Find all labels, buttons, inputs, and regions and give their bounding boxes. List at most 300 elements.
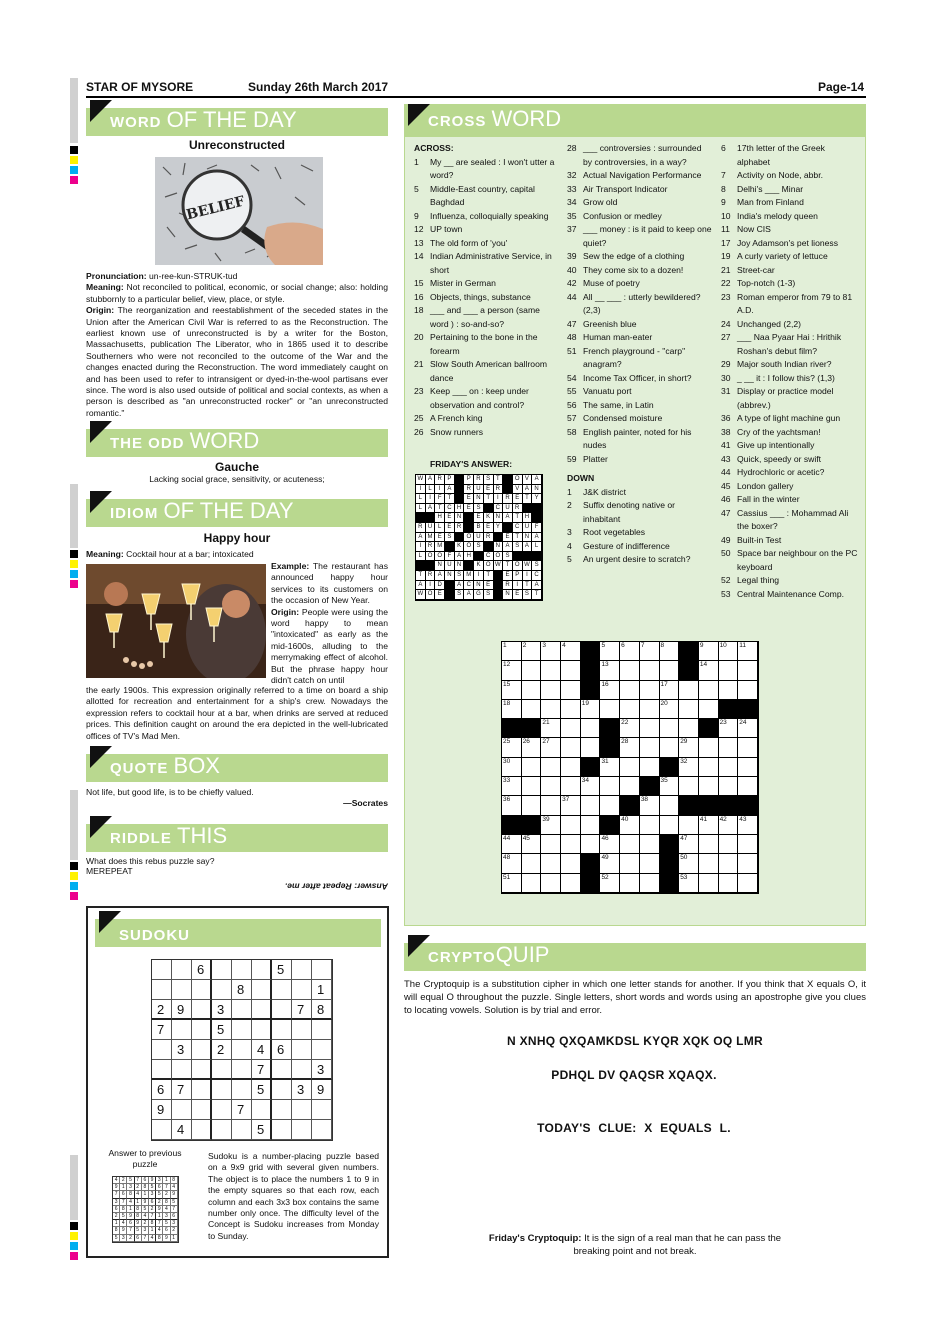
crossword-cell[interactable] — [561, 874, 581, 893]
crossword-cell[interactable] — [600, 681, 620, 700]
crossword-cell[interactable] — [679, 816, 699, 835]
clue-item — [721, 507, 859, 534]
crossword-cell[interactable] — [541, 661, 561, 680]
crossword-cell[interactable] — [561, 854, 581, 873]
crossword-cell[interactable] — [699, 816, 719, 835]
cell-number: 25 — [503, 738, 511, 746]
clue-text: Hydrochloric or acetic? — [737, 467, 825, 477]
crossword-cell[interactable] — [600, 642, 620, 661]
clue-number: 10 — [721, 210, 731, 221]
crossword-cell[interactable] — [719, 719, 739, 738]
answer-letter: R — [503, 581, 513, 591]
answer-letter: E — [513, 494, 523, 504]
crossword-cell[interactable] — [561, 816, 581, 835]
crossword-cell[interactable] — [699, 854, 719, 873]
crossword-cell[interactable] — [541, 700, 561, 719]
odd-word-banner — [86, 429, 388, 457]
crossword-cell[interactable] — [620, 700, 640, 719]
crossword-cell[interactable] — [581, 796, 601, 815]
crossword-cell[interactable] — [719, 681, 739, 700]
crossword-cell[interactable] — [738, 758, 758, 777]
clue-item — [721, 331, 859, 358]
sudoku-cell[interactable] — [252, 960, 272, 980]
crossword-cell[interactable] — [522, 874, 542, 893]
sudoku-answer-cell: 7 — [127, 1227, 134, 1234]
crossword-cell[interactable] — [620, 681, 640, 700]
crossword-cell[interactable] — [561, 835, 581, 854]
crossword-cell[interactable] — [561, 719, 581, 738]
crossword-cell[interactable] — [699, 777, 719, 796]
answer-letter: O — [464, 533, 474, 543]
crossword-cell[interactable] — [719, 854, 739, 873]
sudoku-cell[interactable] — [232, 1120, 252, 1140]
sudoku-cell[interactable] — [232, 1020, 252, 1040]
clue-number: 48 — [567, 332, 577, 342]
clue-number: 35 — [567, 210, 577, 221]
black-square — [600, 719, 620, 738]
crossword-cell[interactable] — [502, 738, 522, 757]
crossword-cell[interactable] — [561, 796, 581, 815]
crossword-cell[interactable] — [541, 874, 561, 893]
crossword-cell[interactable] — [719, 758, 739, 777]
crossword-cell[interactable] — [541, 777, 561, 796]
crossword-cell[interactable] — [522, 738, 542, 757]
sudoku-cell[interactable] — [252, 1100, 272, 1120]
crossword-cell[interactable] — [541, 854, 561, 873]
sudoku-cell[interactable] — [292, 1040, 312, 1060]
crossword-cell[interactable] — [561, 681, 581, 700]
crossword-cell[interactable] — [620, 738, 640, 757]
sudoku-cell[interactable] — [232, 1000, 252, 1020]
clue-item — [721, 291, 859, 318]
sudoku-cell[interactable] — [212, 1080, 232, 1100]
sudoku-cell[interactable] — [192, 1100, 212, 1120]
banner-title: WORD — [189, 428, 260, 453]
clue-text: Objects, things, substance — [430, 291, 531, 302]
clue-number: 9 — [721, 197, 726, 207]
crossword-cell[interactable] — [660, 777, 680, 796]
black-square — [523, 552, 533, 562]
clue-number: 22 — [721, 278, 731, 288]
answer-letter: E — [484, 485, 494, 495]
sudoku-cell[interactable] — [292, 1060, 312, 1080]
black-square — [445, 590, 455, 600]
sudoku-cell[interactable] — [272, 1100, 292, 1120]
crossword-cell[interactable] — [620, 642, 640, 661]
sudoku-cell[interactable] — [272, 980, 292, 1000]
crossword-cell[interactable] — [660, 681, 680, 700]
idiom-banner — [86, 499, 388, 527]
crossword-cell[interactable] — [719, 816, 739, 835]
crossword-cell[interactable] — [699, 874, 719, 893]
crossword-cell[interactable] — [541, 738, 561, 757]
crossword-cell[interactable] — [502, 758, 522, 777]
black-square — [455, 494, 465, 504]
sudoku-cell: 3 — [292, 1080, 312, 1100]
clue-text: Condensed moisture — [583, 413, 663, 423]
crossword-cell[interactable] — [699, 642, 719, 661]
clue-number: 24 — [721, 318, 731, 329]
answer-letter: W — [416, 590, 426, 600]
sudoku-answer-cell: 4 — [156, 1227, 163, 1234]
sudoku-cell[interactable] — [232, 1080, 252, 1100]
sudoku-cell[interactable] — [152, 980, 172, 1000]
sudoku-cell[interactable] — [272, 1060, 292, 1080]
answer-letter: A — [523, 485, 533, 495]
crossword-cell[interactable] — [660, 661, 680, 680]
sudoku-banner — [95, 919, 381, 947]
sudoku-cell: 3 — [312, 1060, 332, 1080]
sudoku-cell[interactable] — [152, 1040, 172, 1060]
answer-letter: U — [445, 561, 455, 571]
clue-text: Indian Administrative Service, in short — [430, 251, 552, 275]
sudoku-answer-cell: 5 — [135, 1227, 142, 1234]
black-square — [416, 561, 426, 571]
crossword-cell[interactable] — [541, 816, 561, 835]
crossword-cell[interactable] — [581, 719, 601, 738]
crossword-cell[interactable] — [738, 777, 758, 796]
sudoku-cell[interactable] — [212, 1120, 232, 1140]
crossword-cell[interactable] — [738, 835, 758, 854]
crossword-cell[interactable] — [600, 661, 620, 680]
crossword-cell[interactable] — [561, 700, 581, 719]
crossword-cell[interactable] — [679, 854, 699, 873]
clue-number: 50 — [721, 548, 731, 558]
crossword-cell[interactable] — [679, 777, 699, 796]
crossword-cell[interactable] — [620, 874, 640, 893]
crossword-cell[interactable] — [502, 796, 522, 815]
crossword-cell[interactable] — [541, 796, 561, 815]
crossword-cell[interactable] — [640, 758, 660, 777]
answer-letter: R — [435, 475, 445, 485]
sudoku-cell: 2 — [152, 1000, 172, 1020]
crossword-cell[interactable] — [699, 700, 719, 719]
crossword-cell[interactable] — [699, 758, 719, 777]
crossword-cell[interactable] — [561, 738, 581, 757]
sudoku-cell[interactable] — [212, 960, 232, 980]
crossword-cell[interactable] — [660, 719, 680, 738]
crossword-cell[interactable] — [541, 642, 561, 661]
word-definition-block — [86, 271, 388, 419]
sudoku-cell[interactable] — [272, 1120, 292, 1140]
clue-number: 23 — [721, 291, 731, 302]
clue-number: 37 — [567, 224, 577, 234]
crossword-cell[interactable] — [640, 874, 660, 893]
sudoku-cell[interactable] — [212, 1060, 232, 1080]
crossword-cell[interactable] — [679, 719, 699, 738]
crossword-cell[interactable] — [620, 816, 640, 835]
crossword-cell[interactable] — [522, 796, 542, 815]
crossword-cell[interactable] — [522, 700, 542, 719]
crossword-cell[interactable] — [522, 854, 542, 873]
crossword-cell[interactable] — [719, 661, 739, 680]
crossword-cell[interactable] — [620, 777, 640, 796]
crossword-cell[interactable] — [502, 874, 522, 893]
crossword-cell[interactable] — [738, 719, 758, 738]
crossword-cell[interactable] — [660, 796, 680, 815]
crossword-cell[interactable] — [640, 796, 660, 815]
sudoku-cell: 9 — [312, 1080, 332, 1100]
answer-letter: T — [484, 494, 494, 504]
crossword-cell[interactable] — [600, 835, 620, 854]
answer-letter: A — [532, 581, 542, 591]
crossword-cell[interactable] — [502, 777, 522, 796]
answer-letter: S — [484, 475, 494, 485]
crossword-cell[interactable] — [699, 681, 719, 700]
clue-item — [721, 426, 859, 440]
crossword-cell[interactable] — [620, 835, 640, 854]
sudoku-cell[interactable] — [292, 960, 312, 980]
sudoku-cell[interactable] — [192, 980, 212, 1000]
clue-number: 54 — [567, 372, 577, 383]
sudoku-cell[interactable] — [312, 1100, 332, 1120]
crossword-cell[interactable] — [640, 642, 660, 661]
sudoku-cell[interactable] — [192, 1060, 212, 1080]
crossword-cell[interactable] — [581, 816, 601, 835]
sudoku-cell[interactable] — [192, 1080, 212, 1100]
crossword-cell[interactable] — [719, 738, 739, 757]
sudoku-cell[interactable] — [192, 1000, 212, 1020]
crossword-cell[interactable] — [620, 854, 640, 873]
crossword-cell[interactable] — [719, 642, 739, 661]
crossword-cell[interactable] — [699, 738, 719, 757]
sudoku-cell[interactable] — [312, 1020, 332, 1040]
clue-text: Greenish blue — [583, 318, 637, 329]
clue-text: The old form of 'you' — [430, 237, 508, 248]
crossword-cell[interactable] — [502, 642, 522, 661]
crossword-cell[interactable] — [522, 642, 542, 661]
down-clues-col3 — [721, 142, 859, 601]
cell-number: 48 — [503, 854, 511, 862]
crossword-cell[interactable] — [679, 835, 699, 854]
black-square — [502, 816, 522, 835]
crossword-cell[interactable] — [600, 777, 620, 796]
crossword-cell[interactable] — [541, 719, 561, 738]
sudoku-cell[interactable] — [232, 1040, 252, 1060]
answer-letter: R — [426, 542, 436, 552]
sudoku-cell[interactable] — [232, 1060, 252, 1080]
crossword-cell[interactable] — [679, 758, 699, 777]
sudoku-cell[interactable] — [232, 960, 252, 980]
answer-letter: A — [416, 581, 426, 591]
sudoku-cell[interactable] — [272, 1020, 292, 1040]
crossword-cell[interactable] — [719, 777, 739, 796]
sudoku-cell[interactable] — [292, 1120, 312, 1140]
cell-number: 40 — [621, 815, 629, 823]
sudoku-cell[interactable] — [172, 1100, 192, 1120]
sudoku-cell[interactable] — [192, 1120, 212, 1140]
answer-letter: A — [445, 485, 455, 495]
cell-number: 47 — [680, 834, 688, 842]
crossword-cell[interactable] — [581, 777, 601, 796]
black-square — [679, 796, 699, 815]
crossword-cell[interactable] — [561, 758, 581, 777]
sudoku-cell[interactable] — [172, 960, 192, 980]
answer-letter: O — [464, 542, 474, 552]
crossword-cell[interactable] — [620, 758, 640, 777]
answer-letter: R — [484, 533, 494, 543]
crossword-cell[interactable] — [561, 661, 581, 680]
cell-number: 18 — [503, 699, 511, 707]
clue-text: Platter — [583, 453, 608, 464]
sudoku-cell[interactable] — [252, 980, 272, 1000]
crossword-cell[interactable] — [640, 700, 660, 719]
sudoku-answer-cell: 9 — [149, 1177, 156, 1184]
banner-corner — [90, 746, 112, 768]
clue-item — [721, 183, 859, 197]
crossword-cell[interactable] — [640, 854, 660, 873]
crossword-cell[interactable] — [679, 874, 699, 893]
answer-letter: O — [513, 475, 523, 485]
crossword-cell[interactable] — [640, 681, 660, 700]
color-swatch — [70, 166, 78, 174]
clue-number: 6 — [721, 143, 726, 153]
sudoku-cell[interactable] — [172, 1060, 192, 1080]
answer-letter: A — [503, 542, 513, 552]
black-square — [503, 475, 513, 485]
sudoku-cell[interactable] — [212, 980, 232, 1000]
crossword-cell[interactable] — [502, 681, 522, 700]
clue-item — [567, 277, 712, 291]
crossword-cell[interactable] — [738, 661, 758, 680]
crossword-cell[interactable] — [640, 816, 660, 835]
clue-item — [721, 574, 859, 588]
sudoku-grid[interactable] — [151, 959, 333, 1141]
sudoku-cell: 6 — [272, 1040, 292, 1060]
crossword-cell[interactable] — [738, 738, 758, 757]
sudoku-answer-cell: 3 — [142, 1227, 149, 1234]
crossword-cell[interactable] — [620, 719, 640, 738]
sudoku-cell[interactable] — [312, 1120, 332, 1140]
sudoku-cell[interactable] — [172, 1020, 192, 1040]
clue-text: Now CIS — [737, 224, 771, 234]
crossword-cell[interactable] — [679, 738, 699, 757]
answer-letter: U — [426, 523, 436, 533]
clue-number: 11 — [721, 224, 730, 234]
clue-text: Grow old — [583, 197, 618, 207]
clue-number: 1 — [414, 156, 419, 167]
crossword-cell[interactable] — [640, 738, 660, 757]
sudoku-answer-cell: 2 — [135, 1184, 142, 1191]
crossword-cell[interactable] — [719, 874, 739, 893]
crossword-cell[interactable] — [502, 661, 522, 680]
sudoku-cell[interactable] — [272, 1000, 292, 1020]
crossword-cell[interactable] — [502, 700, 522, 719]
crossword-cell[interactable] — [640, 719, 660, 738]
answer-letter: E — [503, 571, 513, 581]
sudoku-cell[interactable] — [312, 960, 332, 980]
black-square — [532, 504, 542, 514]
crossword-cell[interactable] — [660, 816, 680, 835]
crossword-cell[interactable] — [738, 854, 758, 873]
crossword-cell[interactable] — [561, 777, 581, 796]
sudoku-cell[interactable] — [252, 1020, 272, 1040]
crossword-cell[interactable] — [620, 661, 640, 680]
sudoku-cell[interactable] — [152, 1120, 172, 1140]
crossword-cell[interactable] — [738, 642, 758, 661]
crossword-cell[interactable] — [561, 642, 581, 661]
sudoku-cell[interactable] — [292, 1100, 312, 1120]
crossword-cell[interactable] — [502, 854, 522, 873]
crossword-cell[interactable] — [679, 700, 699, 719]
answer-letter: B — [474, 523, 484, 533]
meaning: Cocktail hour at a bar; intoxicated — [123, 549, 254, 559]
crossword-cell[interactable] — [581, 738, 601, 757]
riddle-banner — [86, 824, 388, 852]
crossword-cell[interactable] — [640, 835, 660, 854]
crossword-cell[interactable] — [541, 835, 561, 854]
sudoku-cell[interactable] — [212, 1100, 232, 1120]
crossword-cell[interactable] — [600, 796, 620, 815]
crossword-cell[interactable] — [738, 816, 758, 835]
clue-text: Mister in German — [430, 278, 496, 288]
crossword-cell[interactable] — [738, 874, 758, 893]
sudoku-cell[interactable] — [312, 1040, 332, 1060]
sudoku-cell[interactable] — [292, 1020, 312, 1040]
sudoku-cell[interactable] — [152, 960, 172, 980]
crossword-cell[interactable] — [660, 738, 680, 757]
clue-number: 5 — [567, 554, 572, 564]
sudoku-cell[interactable] — [292, 980, 312, 1000]
crossword-grid[interactable] — [501, 641, 759, 894]
crossword-cell[interactable] — [660, 700, 680, 719]
banner-corner — [90, 100, 112, 122]
crossword-cell[interactable] — [581, 700, 601, 719]
clue-text: ___ controversies : surrounded by controversies, in a way? — [583, 143, 702, 167]
sudoku-answer-cell: 4 — [120, 1220, 127, 1227]
black-square — [600, 816, 620, 835]
sudoku-cell[interactable] — [192, 1040, 212, 1060]
crossword-cell[interactable] — [699, 661, 719, 680]
crossword-cell[interactable] — [600, 874, 620, 893]
crossword-cell[interactable] — [600, 758, 620, 777]
crossword-cell[interactable] — [522, 661, 542, 680]
crossword-cell[interactable] — [581, 835, 601, 854]
sudoku-answer-cell: 9 — [113, 1184, 120, 1191]
sudoku-cell[interactable] — [172, 980, 192, 1000]
sudoku-cell[interactable] — [192, 1020, 212, 1040]
answer-letter: S — [474, 542, 484, 552]
crossword-cell[interactable] — [719, 835, 739, 854]
crossword-cell[interactable] — [522, 681, 542, 700]
answer-letter: E — [484, 581, 494, 591]
answer-letter: I — [513, 581, 523, 591]
clue-text: A French king — [430, 413, 483, 423]
crossword-cell[interactable] — [600, 854, 620, 873]
crossword-cell[interactable] — [699, 835, 719, 854]
banner-title: OF THE DAY — [163, 498, 294, 523]
crossword-cell[interactable] — [738, 681, 758, 700]
sudoku-cell[interactable] — [252, 1000, 272, 1020]
crossword-cell[interactable] — [522, 835, 542, 854]
crossword-cell[interactable] — [541, 758, 561, 777]
crossword-cell[interactable] — [660, 642, 680, 661]
sudoku-cell[interactable] — [152, 1060, 172, 1080]
cell-number: 3 — [542, 642, 546, 649]
answer-letter: L — [416, 494, 426, 504]
down-heading: DOWN — [567, 473, 595, 483]
answer-letter: K — [484, 513, 494, 523]
crossword-cell[interactable] — [640, 661, 660, 680]
crop-mark — [70, 78, 78, 143]
sudoku-cell[interactable] — [272, 1080, 292, 1100]
crossword-cell[interactable] — [679, 681, 699, 700]
crossword-cell[interactable] — [600, 700, 620, 719]
crossword-cell[interactable] — [522, 777, 542, 796]
crossword-cell[interactable] — [541, 681, 561, 700]
crossword-cell[interactable] — [522, 758, 542, 777]
crossword-cell[interactable] — [502, 835, 522, 854]
